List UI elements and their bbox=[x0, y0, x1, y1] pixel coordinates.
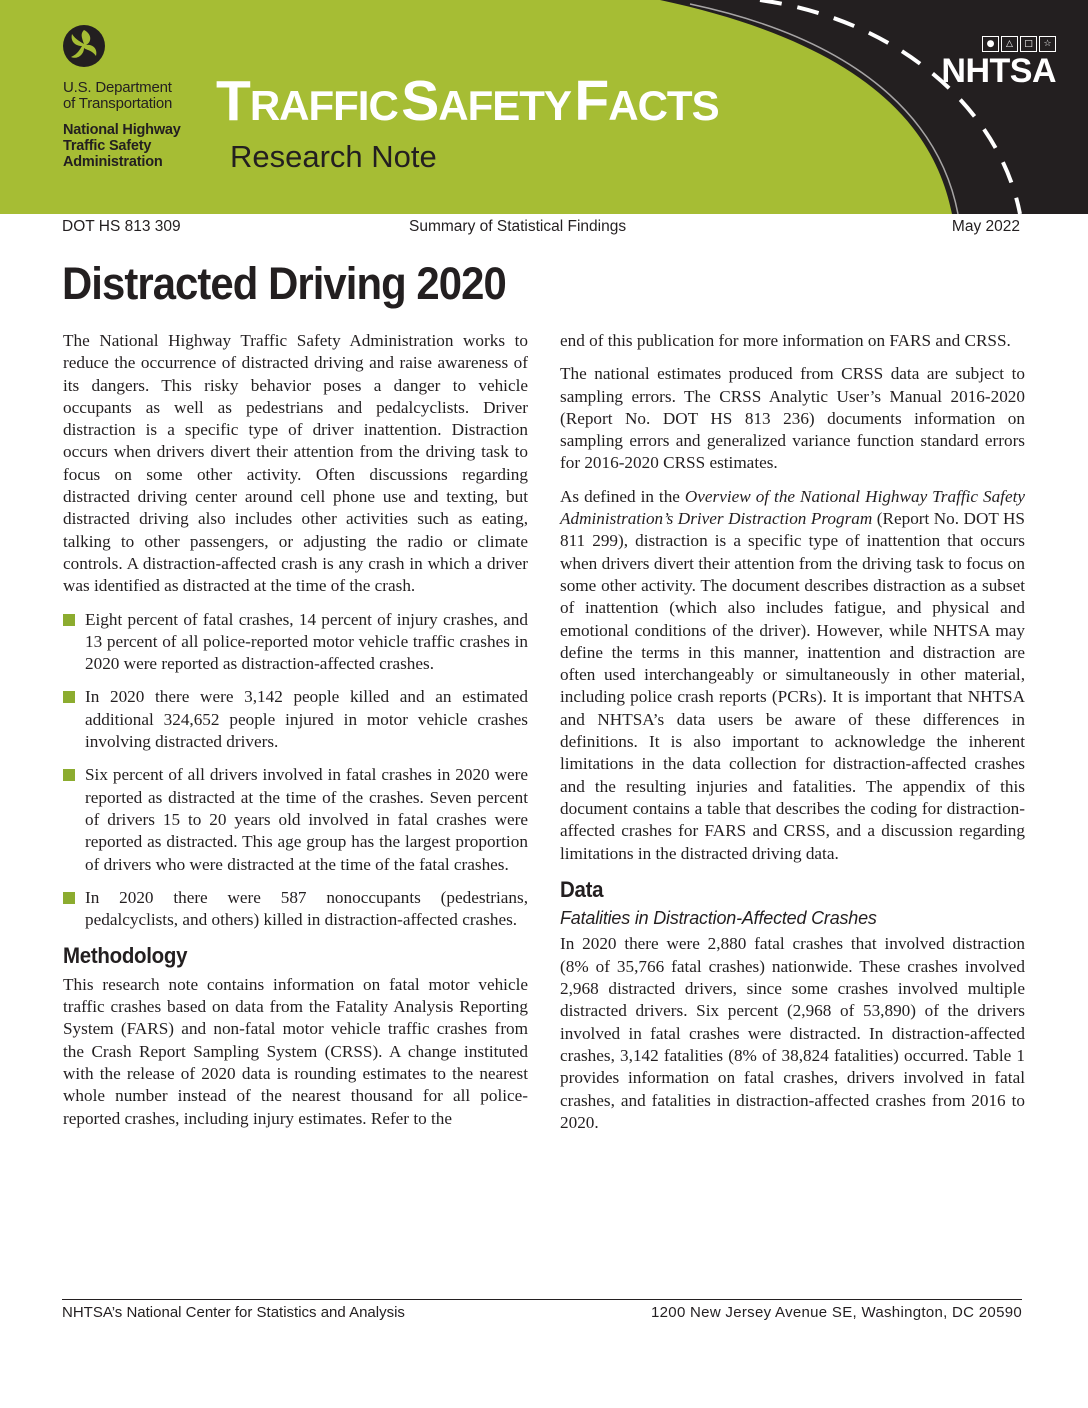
definition-paragraph bbox=[560, 486, 1025, 865]
definition-text-start: As defined in the bbox=[560, 486, 685, 506]
dept-line-2: of Transportation bbox=[63, 95, 173, 112]
car-icon: ● bbox=[982, 36, 999, 52]
footer-center-name: NHTSA’s National Center for Statistics and Analysis bbox=[62, 1304, 405, 1321]
cited-report-title: Overview of the National Highway Traffic Safety Administration’s Driver Distraction Program bbox=[560, 486, 1025, 529]
series-title-rest-1: RAFFIC bbox=[249, 82, 398, 129]
right-column bbox=[560, 330, 1025, 1145]
pedestrian-icon: △ bbox=[1001, 36, 1018, 52]
star-icon: ☆ bbox=[1039, 36, 1056, 52]
series-title-rest-2: AFETY bbox=[438, 82, 571, 129]
footer-rule bbox=[62, 1299, 1022, 1300]
dot-logo-icon bbox=[62, 24, 106, 68]
seat-icon: □ bbox=[1020, 36, 1037, 52]
data-heading: Data bbox=[560, 876, 604, 902]
bullet-square-icon bbox=[63, 769, 75, 781]
series-title-rest-3: ACTS bbox=[608, 82, 719, 129]
definition-text-rest: (Report No. DOT HS 811 299), distraction is a specific type of inattention that occurs when drivers divert their attention from the driving task to focus on some other activity. The document describes distraction as a subset of inattention (which also includes fatigue, and physical and emotional conditions of the driver). However, while NHTSA may define the terms in this manner, inattention and distraction are often used interchangeably or simultaneously in other material, including police crash reports (PCRs). It is important that NHTSA and NHTSA’s data users be aware of these differences in definitions. It is also important to acknowledge the inherent limitations in the data collection for distraction-affected crashes and the resulting injuries and fatalities. The appendix of this document contains a table that describes the coding for distraction-affected crashes for FARS and CRSS, and a discussion regarding limitations in the distracted driving data. bbox=[560, 509, 1025, 863]
publication-date: May 2022 bbox=[951, 218, 1020, 235]
key-finding-text: Six percent of all drivers involved in fatal crashes in 2020 were reported as distracted at the time of the crashes. Seven percent of drivers 15 to 20 years old involved in fatal crashes were reported as distracted. This age group has the largest proportion of drivers who were distracted at the time of the fatal crashes. bbox=[85, 765, 528, 874]
key-finding-text: In 2020 there were 3,142 people killed and an estimated additional 324,652 people injured in motor vehicle crashes involving distracted drivers. bbox=[85, 687, 528, 752]
agency-line-3: Administration bbox=[63, 154, 163, 170]
header-banner bbox=[0, 0, 1088, 214]
methodology-paragraph: This research note contains information on fatal motor vehicle traffic crashes based on data from the Fatality Analysis Reporting System (FARS) and non-fatal motor vehicle traffic crashes from the Crash Report Sampling System (CRSS). A change instituted with the release of 2020 data is rounding estimates to the nearest whole number instead of the nearest thousand for all police-reported crashes, including injury estimates. Refer to the bbox=[63, 974, 528, 1128]
key-finding-text: Eight percent of fatal crashes, 14 percent of injury crashes, and 13 percent of all police-reported motor vehicle traffic crashes in 2020 were reported as distraction-affected crashes. bbox=[85, 609, 528, 674]
crss-paragraph: The national estimates produced from CRSS data are subject to sampling errors. The CRSS Analytic User’s Manual 2016-2020 (Report No. DOT HS 813 236) documents information on sampling errors and generalized variance function standard errors for 2016-2020 CRSS estimates. bbox=[560, 364, 1025, 473]
series-subtitle: Research Note bbox=[230, 139, 437, 174]
bullet-square-icon bbox=[63, 892, 75, 904]
agency-line-2: Traffic Safety bbox=[63, 138, 152, 154]
key-finding-1 bbox=[63, 609, 528, 676]
key-finding-text: In 2020 there were 587 nonoccupants (pedestrians, pedalcyclists, and others) killed in distraction-affected crashes. bbox=[85, 887, 528, 930]
logo-icons bbox=[934, 36, 1056, 52]
nhtsa-wordmark: NHTSA bbox=[941, 52, 1056, 90]
bullet-square-icon bbox=[63, 614, 75, 626]
methodology-heading: Methodology bbox=[63, 943, 188, 969]
report-number: DOT HS 813 309 bbox=[62, 218, 181, 235]
fatalities-paragraph: In 2020 there were 2,880 fatal crashes that involved distraction (8% of 35,766 fatal crashes) nationwide. These crashes involved 2,968 distracted drivers, since some crashes involved multiple distracted drivers. Six percent (2,968 of 53,890) of the drivers involved in fatal crashes were distracted. In distraction-affected crashes, 3,142 fatalities (8% of 38,824 fatalities) occurred. Table 1 provides information on fatal crashes, drivers involved in fatal crashes, and fatalities in distraction-affected crashes from 2016 to 2020. bbox=[560, 934, 1025, 1132]
dept-line-1: U.S. Department bbox=[63, 79, 172, 96]
series-title-initial-2: S bbox=[401, 69, 439, 133]
agency-line-1: National Highway bbox=[63, 122, 181, 138]
series-title-initial-1: T bbox=[216, 69, 250, 133]
series-title-initial-3: F bbox=[574, 69, 609, 133]
agency-name bbox=[63, 122, 181, 170]
nhtsa-logo bbox=[934, 36, 1056, 88]
footer-address: 1200 New Jersey Avenue SE, Washington, DC 20590 bbox=[651, 1304, 1022, 1321]
department-name bbox=[63, 80, 172, 112]
bullet-square-icon bbox=[63, 691, 75, 703]
page-title: Distracted Driving 2020 bbox=[62, 258, 506, 309]
key-finding-2 bbox=[63, 686, 528, 753]
continued-paragraph: end of this publication for more information on FARS and CRSS. bbox=[560, 331, 1011, 350]
intro-paragraph: The National Highway Traffic Safety Administration works to reduce the occurrence of distracted driving and raise awareness of its dangers. This risky behavior poses a danger to vehicle occupants as well as pedestrians and pedalcyclists. Driver distraction is a specific type of driver inattention. Distraction occurs when drivers divert their attention from the driving task to focus on some other activity. Often discussions regarding distracted driving center around cell phone use and texting, but distracted driving also includes other activities such as eating, talking to other passengers, or adjusting the radio or climate controls. A distraction-affected crash is any crash in which a driver was identified as distracted at the time of the crash. bbox=[63, 331, 528, 596]
key-finding-3 bbox=[63, 764, 528, 875]
key-finding-4 bbox=[63, 887, 528, 932]
series-title bbox=[216, 71, 719, 131]
left-column bbox=[63, 330, 528, 1141]
fatalities-subheading: Fatalities in Distraction-Affected Crashes bbox=[560, 908, 877, 929]
document-type: Summary of Statistical Findings bbox=[409, 218, 627, 235]
